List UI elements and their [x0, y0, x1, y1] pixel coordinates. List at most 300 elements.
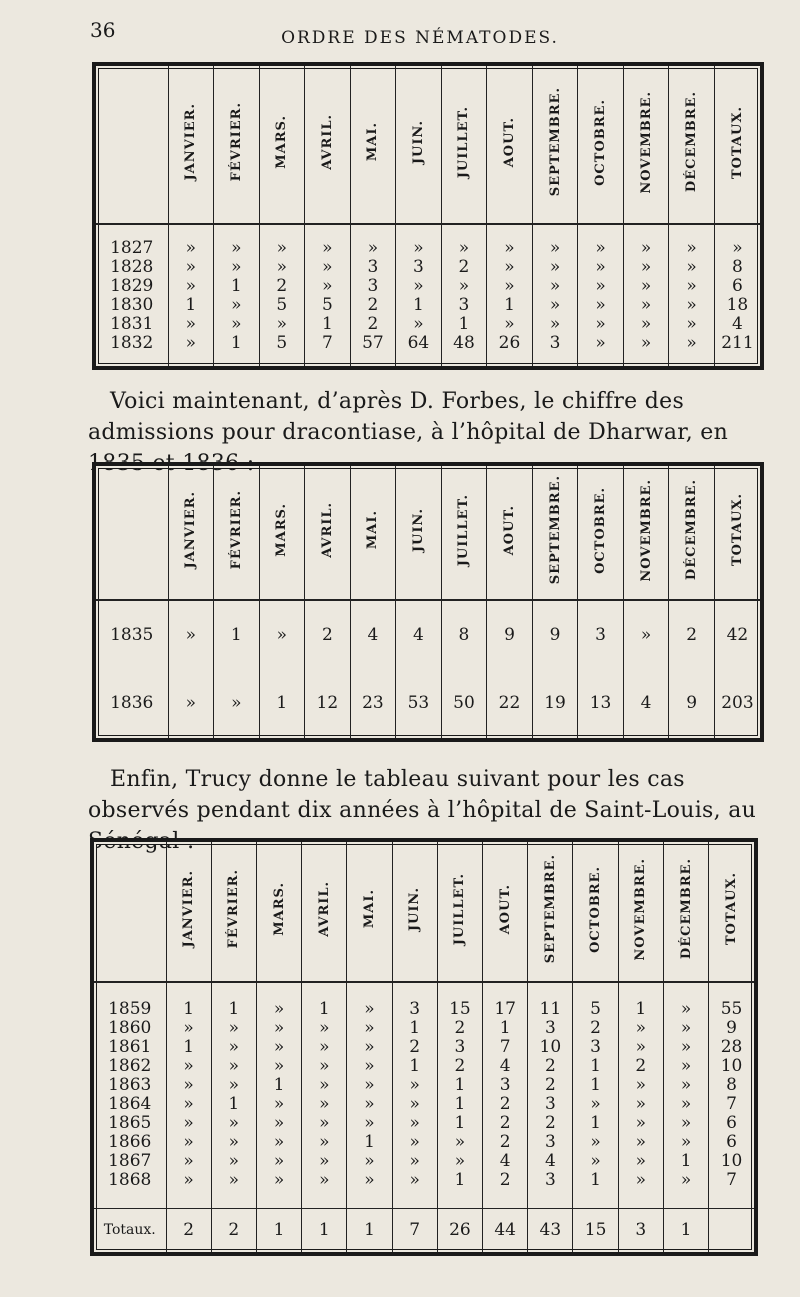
column-header-label: NOVEMBRE.	[638, 478, 654, 582]
column-header	[214, 466, 260, 600]
totals-cell: 2	[211, 1208, 256, 1252]
table-cell: 1	[183, 999, 195, 1020]
month-column	[669, 224, 715, 366]
table-cell: 1866	[108, 1132, 152, 1153]
table-cell: »	[680, 1075, 692, 1096]
month-column	[618, 982, 663, 1208]
column-header	[483, 842, 528, 982]
column-header	[623, 466, 669, 600]
table-cell: 26	[498, 332, 521, 353]
column-header-label: DÉCEMBRE.	[684, 479, 700, 581]
month-column	[532, 224, 578, 366]
month-column	[256, 982, 301, 1208]
column-header-label: MAI.	[365, 510, 381, 550]
table-cell: »	[686, 256, 697, 277]
column-header-label: JUILLET.	[456, 493, 472, 567]
column-header-label: OCTOBRE.	[593, 486, 609, 574]
table-cell: »	[183, 1018, 194, 1039]
table-cell: 4	[544, 1151, 556, 1172]
column-header	[347, 842, 392, 982]
table-cell: »	[228, 1037, 240, 1058]
column-header-label: JUIN.	[407, 886, 423, 932]
column-header	[396, 66, 442, 224]
table-cell: 1	[273, 1075, 285, 1096]
table-cell: »	[413, 275, 424, 296]
column-header	[305, 466, 351, 600]
table-cell: »	[549, 313, 561, 334]
table-cell: »	[273, 1056, 285, 1077]
table-cell: »	[231, 294, 242, 315]
table-1827-1832	[92, 62, 764, 370]
table-cell: »	[367, 237, 379, 258]
month-column	[573, 982, 618, 1208]
column-header-label: MARS.	[271, 882, 287, 936]
table-cell: »	[183, 1113, 194, 1134]
table-cell: »	[635, 1094, 646, 1115]
column-header	[166, 842, 211, 982]
table-cell: 2	[499, 1132, 511, 1153]
table-cell: »	[364, 1037, 375, 1058]
month-column	[437, 982, 482, 1208]
column-header	[714, 466, 760, 600]
table-cell: 3	[409, 999, 421, 1020]
month-column	[396, 224, 442, 366]
table-cell: 9	[669, 669, 715, 738]
table-cell: »	[228, 1075, 240, 1096]
table-cell: »	[640, 256, 652, 277]
table-cell: »	[640, 332, 652, 353]
table-cell: 7	[726, 1094, 737, 1115]
table-cell: »	[680, 1018, 692, 1039]
table-cell: »	[623, 600, 669, 669]
totals-cell: 1	[256, 1208, 301, 1252]
table-cell: »	[595, 256, 606, 277]
table-cell: »	[183, 1056, 194, 1077]
page-number: 36	[90, 18, 116, 42]
table-cell: »	[590, 1151, 601, 1172]
table-cell: »	[319, 1132, 330, 1153]
column-header-label: MARS.	[274, 503, 290, 557]
paragraph-trucy: Enfin, Trucy donne le tableau suivant pour les cas observés pendant dix années à l’hôpital de Saint-Louis, au Sénégal :	[88, 767, 757, 854]
column-header-label: TOTAUX.	[729, 493, 745, 567]
table-cell: »	[319, 1094, 330, 1115]
table-cell: 2	[409, 1037, 421, 1058]
table-cell: »	[640, 313, 652, 334]
table-cell: 2	[367, 313, 379, 334]
table-cell: 3	[544, 1094, 556, 1115]
column-header	[669, 66, 715, 224]
table-cell: »	[185, 275, 196, 296]
table-row	[96, 600, 760, 669]
table-cell: »	[231, 256, 242, 277]
table-cell: »	[319, 1151, 330, 1172]
table-cell: 10	[720, 1151, 743, 1172]
table-cell: »	[168, 600, 214, 669]
table-cell: 1	[680, 1151, 692, 1172]
column-header	[302, 842, 347, 982]
column-header-label: FÉVRIER.	[226, 869, 242, 949]
column-header	[392, 842, 437, 982]
table-cell: »	[635, 1075, 646, 1096]
column-header	[618, 842, 663, 982]
totals-cell: 15	[573, 1208, 618, 1252]
table-cell: »	[680, 1170, 692, 1191]
column-header-label: OCTOBRE.	[588, 865, 604, 953]
table-cell: 2	[305, 600, 351, 669]
column-header	[396, 466, 442, 600]
table-cell: »	[549, 256, 561, 277]
column-header	[168, 66, 214, 224]
table-cell: »	[185, 237, 196, 258]
table-cell: 1867	[108, 1151, 152, 1172]
table-cell: »	[640, 237, 652, 258]
table-cell: 10	[539, 1037, 562, 1058]
table-cell: 1	[499, 1018, 511, 1039]
table-cell: 2	[544, 1056, 556, 1077]
table-cell: »	[549, 237, 561, 258]
table-cell: »	[319, 1113, 330, 1134]
table-cell: »	[322, 275, 333, 296]
table-cell: »	[640, 275, 652, 296]
table-cell: 1	[458, 313, 470, 334]
table-cell: 2	[499, 1094, 511, 1115]
table-cell: 1	[230, 275, 242, 296]
table-cell: 3	[544, 1132, 556, 1153]
table-cell: 1	[454, 1113, 466, 1134]
table-cell: »	[276, 237, 288, 258]
month-column	[483, 982, 528, 1208]
table-body-row	[94, 982, 754, 1208]
column-header	[256, 842, 301, 982]
table-cell: »	[183, 1170, 194, 1191]
month-column	[663, 982, 708, 1208]
table-cell: 12	[305, 669, 351, 738]
table-cell: »	[680, 1056, 692, 1077]
totals-cell: 1	[302, 1208, 347, 1252]
table-cell: »	[635, 1151, 646, 1172]
year-header	[96, 66, 168, 224]
column-header-label: NOVEMBRE.	[638, 90, 654, 194]
table-cell: 3	[413, 256, 424, 277]
table-cell: »	[168, 669, 214, 738]
table-cell: »	[364, 1094, 375, 1115]
column-header-label: TOTAUX.	[729, 105, 745, 179]
column-header	[709, 842, 754, 982]
table-cell: 18	[726, 294, 749, 315]
month-column	[578, 224, 624, 366]
table-cell: 2	[454, 1056, 466, 1077]
table-cell: 1	[590, 1170, 601, 1191]
table-cell: 1828	[110, 256, 154, 277]
month-column	[166, 982, 211, 1208]
table-cell: »	[273, 1094, 285, 1115]
table-cell: »	[259, 600, 305, 669]
table-cell: 5	[321, 294, 333, 315]
column-header-label: OCTOBRE.	[593, 98, 609, 186]
table-cell: 3	[590, 1037, 601, 1058]
table-cell: 1	[413, 294, 424, 315]
table-cell: »	[686, 294, 697, 315]
table-cell: 1862	[108, 1056, 152, 1077]
table-cell: 42	[714, 600, 760, 669]
table-cell: 2	[367, 294, 379, 315]
table-cell: 23	[350, 669, 396, 738]
table-cell: 3	[544, 1170, 556, 1191]
table-cell: 2	[544, 1075, 556, 1096]
table-cell: 15	[449, 999, 471, 1020]
table-cell: »	[549, 275, 561, 296]
table-cell: 17	[494, 999, 516, 1020]
table-cell: »	[228, 1132, 240, 1153]
table-cell: 4	[499, 1151, 511, 1172]
column-header-label: MAI.	[365, 122, 381, 162]
totals-cell: 2	[166, 1208, 211, 1252]
month-column	[441, 224, 487, 366]
column-header-label: AOUT.	[501, 116, 517, 168]
table-cell: 211	[721, 332, 754, 353]
totals-cell	[709, 1208, 754, 1252]
month-column	[714, 224, 760, 366]
table-cell: 1	[318, 999, 330, 1020]
table-cell: 8	[732, 256, 743, 277]
table-cell: 1	[185, 294, 197, 315]
table-cell: »	[228, 1151, 240, 1172]
table-cell: 5	[276, 294, 288, 315]
table-cell: 6	[726, 1113, 737, 1134]
table-cell: »	[590, 1132, 601, 1153]
table-cell: 1	[228, 1094, 240, 1115]
table-cell: 5	[276, 332, 288, 353]
table-cell: »	[228, 1113, 240, 1134]
table-cell: »	[183, 1151, 194, 1172]
table-cell: 1	[635, 999, 647, 1020]
table-cell: 1	[590, 1113, 601, 1134]
table-cell: »	[364, 1151, 375, 1172]
column-header-label: SEPTEMBRE.	[542, 854, 558, 964]
column-header	[532, 66, 578, 224]
table-cell: »	[185, 332, 196, 353]
table-cell: »	[231, 237, 242, 258]
table-cell: 7	[321, 332, 333, 353]
column-header	[578, 66, 624, 224]
column-header-label: FÉVRIER.	[228, 490, 244, 570]
table-cell: »	[454, 1151, 466, 1172]
table-cell: 1836	[110, 693, 154, 714]
table-cell: »	[364, 1075, 375, 1096]
table-cell: »	[680, 1132, 692, 1153]
column-header-label: JUILLET.	[452, 872, 468, 946]
table-cell: »	[409, 1113, 420, 1134]
table-cell: »	[635, 1170, 646, 1191]
table-cell: »	[273, 1151, 285, 1172]
column-header	[441, 466, 487, 600]
table-cell: 9	[726, 1018, 737, 1039]
table-cell: 1	[214, 600, 260, 669]
column-header	[714, 66, 760, 224]
table-cell: »	[276, 256, 288, 277]
table-cell: »	[458, 237, 470, 258]
table-cell: 1	[228, 999, 240, 1020]
table-cell: »	[686, 313, 697, 334]
year-column	[94, 982, 166, 1208]
table-cell: 203	[714, 669, 760, 738]
totals-cell: 3	[618, 1208, 663, 1252]
month-column	[168, 224, 214, 366]
column-header-label: JUIN.	[410, 119, 426, 165]
table-cell: »	[185, 313, 196, 334]
month-column	[214, 224, 260, 366]
table-cell: »	[214, 669, 260, 738]
column-header	[350, 466, 396, 600]
table-cell: 3	[367, 256, 379, 277]
table-cell: »	[228, 1056, 240, 1077]
table-cell: »	[504, 313, 515, 334]
table-cell: 57	[362, 332, 384, 353]
table-cell: 53	[396, 669, 442, 738]
column-header-label: DÉCEMBRE.	[684, 91, 700, 193]
totals-cell: 26	[437, 1208, 482, 1252]
table-cell: 4	[732, 313, 743, 334]
year-header	[96, 466, 168, 600]
table-cell: 5	[590, 999, 601, 1020]
column-header	[437, 842, 482, 982]
table-cell: »	[504, 256, 515, 277]
column-header-label: JANVIER.	[181, 870, 197, 948]
column-header	[528, 842, 573, 982]
table-cell: »	[504, 237, 515, 258]
column-header-label: AOUT.	[501, 504, 517, 556]
table-cell: »	[595, 237, 606, 258]
table-cell: 8	[441, 600, 487, 669]
table-cell: 2	[544, 1113, 556, 1134]
table-cell: »	[273, 1113, 285, 1134]
paragraph-forbes: Voici maintenant, d’après D. Forbes, le chiffre des admissions pour dracontiase, à l’hôpital de Dharwar, en 1835 et 1836 :	[88, 389, 729, 476]
table-cell: 28	[720, 1037, 743, 1058]
column-header	[168, 466, 214, 600]
table-1859-1868	[90, 838, 758, 1256]
month-column	[709, 982, 754, 1208]
table-cell: »	[273, 1037, 285, 1058]
column-header	[259, 66, 305, 224]
table-cell: 7	[726, 1170, 737, 1191]
table-cell: »	[413, 237, 424, 258]
table-cell: »	[409, 1132, 420, 1153]
table-1835-1836	[92, 462, 764, 742]
month-column	[347, 982, 392, 1208]
table-cell: 8	[726, 1075, 737, 1096]
table-cell: »	[228, 1018, 240, 1039]
month-column	[305, 224, 351, 366]
table-cell: 7	[499, 1037, 511, 1058]
column-header-label: NOVEMBRE.	[633, 857, 649, 961]
year-column	[96, 224, 168, 366]
column-header-label: JUILLET.	[456, 105, 472, 179]
table-cell: »	[635, 1018, 646, 1039]
table-cell: 2	[590, 1018, 601, 1039]
table-cell: 1830	[110, 294, 154, 315]
table-cell: »	[273, 1170, 285, 1191]
table-cell: »	[595, 275, 606, 296]
table-cell: 1831	[110, 313, 154, 334]
column-header-label: JANVIER.	[183, 491, 199, 569]
column-header-label: FÉVRIER.	[228, 102, 244, 182]
column-header	[663, 842, 708, 982]
month-column	[392, 982, 437, 1208]
table-cell: 2	[499, 1113, 511, 1134]
table-cell: »	[640, 294, 652, 315]
table-cell: »	[635, 1113, 646, 1134]
table-cell: 3	[578, 600, 624, 669]
table-cell: 2	[635, 1056, 647, 1077]
column-header-label: MAI.	[361, 889, 377, 929]
column-header	[305, 66, 351, 224]
table-cell: »	[228, 1170, 240, 1191]
table-cell: »	[680, 1094, 692, 1115]
totals-label: Totaux.	[94, 1208, 166, 1252]
table-cell: »	[322, 237, 333, 258]
table-cell: »	[686, 332, 697, 353]
table-cell: 48	[453, 332, 475, 353]
table-cell: »	[319, 1018, 330, 1039]
table-cell: »	[183, 1075, 194, 1096]
table-cell: »	[185, 256, 196, 277]
table-cell: »	[680, 999, 692, 1020]
table-cell: »	[409, 1075, 420, 1096]
table-cell: 1861	[108, 1037, 152, 1058]
table-cell: 1835	[110, 624, 154, 645]
column-header	[573, 842, 618, 982]
table-cell: 13	[578, 669, 624, 738]
table-cell: 2	[669, 600, 715, 669]
table-cell: 1	[454, 1075, 466, 1096]
totals-row	[94, 1208, 754, 1252]
table-cell: 1868	[108, 1170, 152, 1191]
month-column	[528, 982, 573, 1208]
column-header	[487, 66, 533, 224]
column-header-label: TOTAUX.	[724, 872, 740, 946]
column-header	[259, 466, 305, 600]
table-cell: »	[413, 313, 424, 334]
table-cell: »	[409, 1094, 420, 1115]
totals-cell: 7	[392, 1208, 437, 1252]
table-cell: 6	[732, 275, 743, 296]
table-cell: »	[635, 1132, 646, 1153]
month-column	[259, 224, 305, 366]
month-column	[350, 224, 396, 366]
table-cell: »	[364, 1018, 375, 1039]
table-cell: 11	[539, 999, 562, 1020]
month-column	[487, 224, 533, 366]
column-header	[211, 842, 256, 982]
table-cell: 3	[499, 1075, 511, 1096]
table-cell: »	[319, 1056, 330, 1077]
column-header-label: JUIN.	[410, 507, 426, 553]
table-cell: »	[595, 294, 606, 315]
table-cell: »	[364, 1170, 375, 1191]
table-cell: 4	[396, 600, 442, 669]
table-cell: »	[183, 1132, 194, 1153]
column-header	[441, 66, 487, 224]
table-cell: 2	[499, 1170, 511, 1191]
column-header	[487, 466, 533, 600]
table-cell: 4	[623, 669, 669, 738]
table-cell: 3	[367, 275, 379, 296]
table-cell: »	[732, 237, 743, 258]
table-cell: 1	[590, 1056, 601, 1077]
column-header	[623, 66, 669, 224]
table-cell: 1863	[108, 1075, 152, 1096]
column-header-label: AVRIL.	[316, 881, 332, 937]
